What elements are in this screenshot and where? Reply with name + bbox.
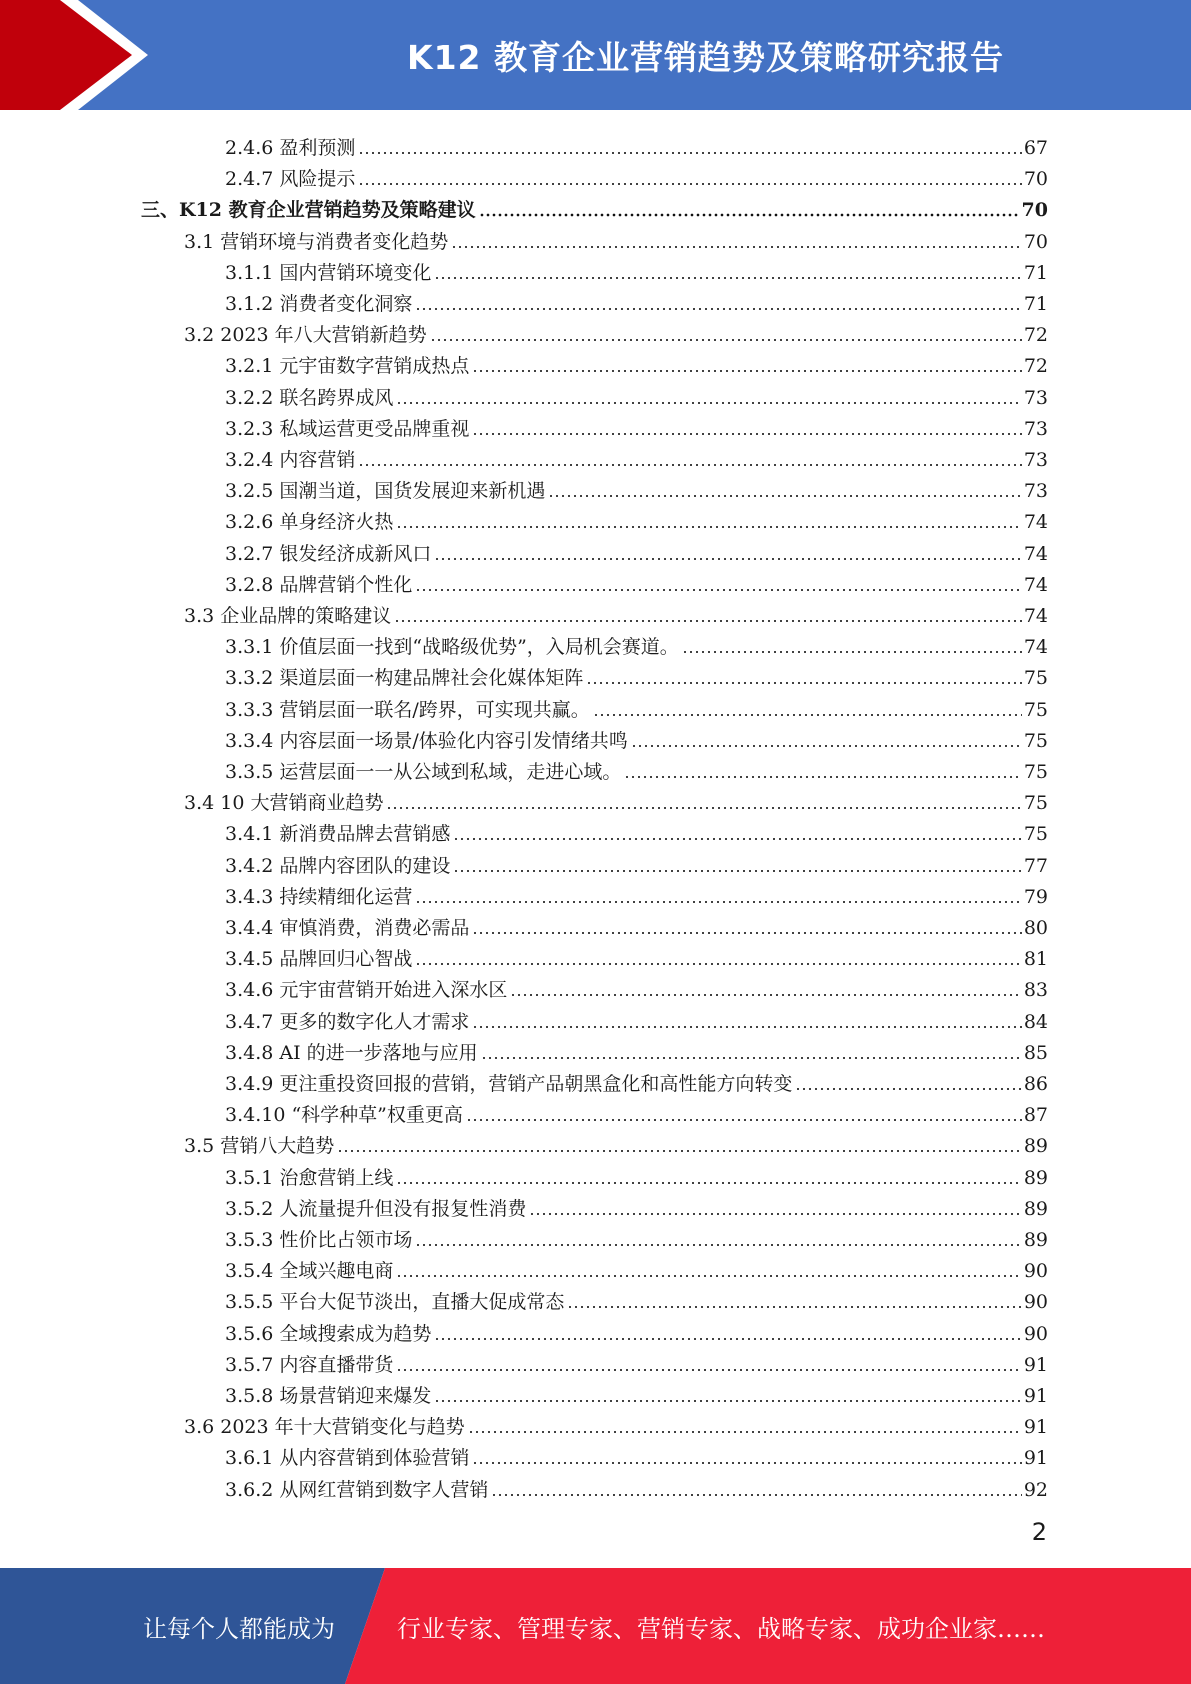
- toc-entry-title: 3.6.1 从内容营销到体验营销: [225, 1447, 470, 1470]
- toc-dot-leader: [472, 1025, 1021, 1029]
- footer-banner: [0, 1568, 1191, 1684]
- toc-entry[interactable]: [225, 284, 1048, 315]
- toc-entry[interactable]: [225, 846, 1048, 877]
- toc-entry-title: 3.1 营销环境与消费者变化趋势: [184, 230, 449, 253]
- toc-entry[interactable]: [225, 1376, 1048, 1407]
- toc-entry-title: 2.4.6 盈利预测: [225, 137, 356, 159]
- toc-entry-page: 71: [1023, 293, 1048, 315]
- toc-entry-title: 3.3.3 营销层面一联名/跨界，可实现共赢。: [225, 698, 590, 721]
- toc-entry[interactable]: [225, 346, 1048, 377]
- toc-dot-leader: [337, 1149, 1022, 1153]
- toc-dot-leader: [586, 681, 1021, 685]
- toc-entry[interactable]: [225, 1033, 1048, 1064]
- document-title: K12 教育企业营销趋势及策略研究报告: [407, 37, 1004, 77]
- toc-entry-page: 74: [1023, 573, 1048, 596]
- toc-dot-leader: [434, 276, 1021, 280]
- toc-entry[interactable]: [225, 502, 1048, 533]
- toc-entry[interactable]: [225, 1314, 1048, 1345]
- toc-dot-leader: [453, 837, 1021, 841]
- toc-entry-page: 74: [1023, 511, 1048, 534]
- toc-dot-leader: [548, 494, 1021, 498]
- toc-entry[interactable]: [225, 752, 1048, 783]
- toc-entry[interactable]: [225, 1220, 1048, 1251]
- toc-entry[interactable]: [225, 378, 1048, 409]
- toc-entry-title: 三、K12 教育企业营销趋势及策略建议: [141, 199, 476, 222]
- toc-dot-leader: [451, 245, 1022, 249]
- toc-entry[interactable]: [225, 1158, 1048, 1189]
- toc-dot-leader: [472, 432, 1021, 436]
- toc-entry-page: 90: [1023, 1322, 1048, 1345]
- toc-entry-page: 72: [1023, 355, 1048, 378]
- toc-entry[interactable]: [225, 1251, 1048, 1282]
- toc-entry-title: 3.5.1 治愈营销上线: [225, 1166, 394, 1189]
- toc-entry-page: 72: [1023, 324, 1048, 347]
- toc-dot-leader: [396, 401, 1021, 405]
- toc-dot-leader: [468, 1430, 1022, 1434]
- toc-entry-page: 89: [1023, 1229, 1048, 1251]
- toc-entry-title: 3.4.2 品牌内容团队的建设: [225, 854, 451, 877]
- toc-dot-leader: [434, 557, 1021, 561]
- toc-entry-title: 3.4.4 审慎消费，消费必需品: [225, 917, 470, 939]
- toc-dot-leader: [396, 1368, 1021, 1372]
- toc-entry-title: 3.2.7 银发经济成新风口: [225, 542, 432, 565]
- toc-entry-page: 80: [1023, 917, 1048, 939]
- toc-dot-leader: [593, 713, 1022, 717]
- toc-dot-leader: [415, 307, 1021, 311]
- toc-dot-leader: [529, 1212, 1021, 1216]
- toc-dot-leader: [386, 806, 1021, 810]
- footer-slogan-left: 让每个人都能成为: [143, 1614, 335, 1643]
- toc-entry-title: 3.5.6 全域搜索成为趋势: [225, 1322, 432, 1345]
- page-number: 2: [1031, 1518, 1047, 1546]
- toc-dot-leader: [510, 993, 1021, 997]
- toc-entry-page: 70: [1021, 199, 1048, 222]
- toc-entry-page: 75: [1023, 667, 1048, 690]
- toc-entry-page: 75: [1023, 792, 1048, 815]
- toc-dot-leader: [434, 1337, 1021, 1341]
- toc-dot-leader: [453, 869, 1021, 873]
- toc-entry[interactable]: [225, 409, 1048, 440]
- toc-entry-page: 75: [1023, 823, 1048, 846]
- toc-entry-page: 84: [1023, 1010, 1048, 1033]
- toc-entry-title: 3.5 营销八大趋势: [184, 1135, 335, 1158]
- toc-entry[interactable]: [225, 159, 1048, 190]
- toc-entry-title: 3.2.4 内容营销: [225, 449, 356, 471]
- toc-dot-leader: [472, 369, 1021, 373]
- toc-entry[interactable]: [225, 1282, 1048, 1313]
- toc-dot-leader: [415, 588, 1021, 592]
- toc-entry-page: 73: [1023, 386, 1048, 409]
- toc-entry-page: 81: [1023, 948, 1048, 971]
- toc-entry-title: 3.1.2 消费者变化洞察: [225, 293, 413, 315]
- toc-entry-page: 75: [1023, 729, 1048, 752]
- toc-entry[interactable]: [225, 1095, 1048, 1126]
- toc-entry-page: 91: [1023, 1447, 1048, 1470]
- toc-entry-page: 89: [1023, 1166, 1048, 1189]
- toc-entry[interactable]: [225, 939, 1048, 970]
- toc-entry-title: 3.4.7 更多的数字化人才需求: [225, 1010, 470, 1033]
- toc-dot-leader: [358, 182, 1021, 186]
- toc-entry-title: 3.2.1 元宇宙数字营销成热点: [225, 355, 470, 378]
- toc-entry[interactable]: [141, 190, 1048, 221]
- toc-entry-page: 87: [1023, 1104, 1048, 1127]
- toc-entry[interactable]: [225, 1345, 1048, 1376]
- toc-entry[interactable]: [225, 1189, 1048, 1220]
- toc-entry-page: 85: [1023, 1041, 1048, 1064]
- toc-entry[interactable]: [225, 471, 1048, 502]
- toc-entry-title: 3.5.7 内容直播带货: [225, 1353, 394, 1376]
- toc-entry-page: 73: [1023, 480, 1048, 503]
- toc-entry-page: 74: [1023, 636, 1048, 659]
- toc-entry-page: 73: [1023, 449, 1048, 471]
- toc-entry-title: 3.2 2023 年八大营销新趋势: [184, 324, 427, 347]
- toc-entry-title: 3.4.9 更注重投资回报的营销，营销产品朝黑盒化和高性能方向转变: [225, 1073, 793, 1095]
- toc-entry[interactable]: [184, 596, 1048, 627]
- toc-dot-leader: [491, 1493, 1021, 1497]
- toc-dot-leader: [415, 1243, 1021, 1247]
- toc-dot-leader: [479, 213, 1020, 217]
- toc-entry-title: 3.4.6 元宇宙营销开始进入深水区: [225, 979, 508, 1002]
- header-banner: [0, 0, 1191, 110]
- toc-entry-title: 2.4.7 风险提示: [225, 168, 356, 191]
- toc-entry-page: 83: [1023, 979, 1048, 1002]
- toc-entry-page: 75: [1023, 698, 1048, 721]
- toc-entry-page: 74: [1023, 605, 1048, 627]
- toc-entry-title: 3.1.1 国内营销环境变化: [225, 261, 432, 284]
- toc-dot-leader: [481, 1056, 1022, 1060]
- toc-dot-leader: [396, 1181, 1021, 1185]
- toc-entry-page: 75: [1023, 761, 1048, 783]
- toc-dot-leader: [682, 650, 1022, 654]
- toc-entry-title: 3.5.2 人流量提升但没有报复性消费: [225, 1197, 527, 1220]
- toc-entry-title: 3.5.5 平台大促节淡出，直播大促成常态: [225, 1291, 565, 1314]
- toc-entry-title: 3.4.8 AI 的进一步落地与应用: [225, 1041, 478, 1064]
- toc-entry-title: 3.5.8 场景营销迎来爆发: [225, 1385, 432, 1407]
- toc-entry[interactable]: [225, 565, 1048, 596]
- toc-entry[interactable]: [184, 1126, 1048, 1157]
- toc-dot-leader: [472, 931, 1021, 935]
- toc-entry-page: 89: [1023, 1197, 1048, 1220]
- toc-entry-title: 3.2.3 私域运营更受品牌重视: [225, 417, 470, 440]
- toc-entry[interactable]: [225, 128, 1048, 159]
- toc-entry[interactable]: [225, 908, 1048, 939]
- toc-entry[interactable]: [184, 222, 1048, 253]
- toc-entry-page: 86: [1023, 1073, 1048, 1095]
- toc-entry[interactable]: [225, 440, 1048, 471]
- toc-entry-title: 3.3.5 运营层面一一从公域到私域，走进心域。: [225, 761, 622, 783]
- toc-entry-page: 71: [1023, 261, 1048, 284]
- toc-entry-title: 3.5.3 性价比占领市场: [225, 1229, 413, 1251]
- toc-entry[interactable]: [225, 253, 1048, 284]
- toc-entry-title: 3.4.3 持续精细化运营: [225, 885, 413, 908]
- toc-dot-leader: [394, 619, 1022, 623]
- toc-entry[interactable]: [225, 690, 1048, 721]
- toc-entry-title: 3.3.4 内容层面一场景/体验化内容引发情绪共鸣: [225, 729, 628, 752]
- toc-entry-page: 77: [1023, 854, 1048, 877]
- toc-dot-leader: [631, 744, 1022, 748]
- toc-dot-leader: [466, 1118, 1022, 1122]
- toc-entry-page: 90: [1023, 1291, 1048, 1314]
- toc-entry-page: 89: [1023, 1135, 1048, 1158]
- toc-entry[interactable]: [225, 814, 1048, 845]
- toc-entry-title: 3.3 企业品牌的策略建议: [184, 605, 392, 627]
- toc-entry-title: 3.3.1 价值层面一找到“战略级优势”，入局机会赛道。: [225, 636, 679, 659]
- toc-entry[interactable]: [184, 1407, 1048, 1438]
- toc-dot-leader: [396, 525, 1021, 529]
- toc-entry-page: 70: [1023, 168, 1048, 191]
- toc-entry-page: 67: [1023, 137, 1048, 159]
- toc-dot-leader: [358, 151, 1021, 155]
- toc-entry-page: 90: [1023, 1260, 1048, 1283]
- toc-entry-title: 3.6 2023 年十大营销变化与趋势: [184, 1416, 465, 1439]
- toc-entry[interactable]: [225, 877, 1048, 908]
- toc-entry-title: 3.4.10 “科学种草”权重更高: [225, 1104, 463, 1127]
- toc-entry-page: 91: [1023, 1416, 1048, 1439]
- toc-dot-leader: [567, 1305, 1021, 1309]
- toc-entry-page: 91: [1023, 1385, 1048, 1407]
- toc-dot-leader: [434, 1399, 1021, 1403]
- toc-dot-leader: [415, 962, 1021, 966]
- toc-dot-leader: [624, 775, 1021, 779]
- toc-entry[interactable]: [225, 721, 1048, 752]
- toc-entry-page: 74: [1023, 542, 1048, 565]
- toc-entry[interactable]: [225, 1438, 1048, 1469]
- toc-entry[interactable]: [225, 1002, 1048, 1033]
- toc-dot-leader: [472, 1461, 1021, 1465]
- toc-entry[interactable]: [225, 1470, 1048, 1501]
- toc-entry-title: 3.4 10 大营销商业趋势: [184, 792, 384, 815]
- toc-entry[interactable]: [184, 315, 1048, 346]
- toc-dot-leader: [415, 900, 1021, 904]
- toc-entry[interactable]: [225, 1064, 1048, 1095]
- toc-entry-page: 73: [1023, 417, 1048, 440]
- toc-entry-title: 3.6.2 从网红营销到数字人营销: [225, 1478, 489, 1501]
- toc-entry-page: 70: [1023, 230, 1048, 253]
- toc-dot-leader: [795, 1087, 1021, 1091]
- footer-slogan-right: 行业专家、管理专家、营销专家、战略专家、成功企业家……: [397, 1614, 1045, 1643]
- toc-entry-page: 79: [1023, 885, 1048, 908]
- toc-entry-title: 3.2.6 单身经济火热: [225, 511, 394, 534]
- toc-entry-page: 91: [1023, 1353, 1048, 1376]
- toc-entry-title: 3.5.4 全域兴趣电商: [225, 1260, 394, 1283]
- toc-entry[interactable]: [225, 970, 1048, 1001]
- toc-entry-title: 3.2.5 国潮当道，国货发展迎来新机遇: [225, 480, 546, 503]
- toc-dot-leader: [396, 1274, 1021, 1278]
- toc-entry-page: 92: [1023, 1478, 1048, 1501]
- toc-entry[interactable]: [225, 627, 1048, 658]
- toc-entry-title: 3.2.2 联名跨界成风: [225, 386, 394, 409]
- toc-dot-leader: [430, 338, 1022, 342]
- toc-entry-title: 3.4.1 新消费品牌去营销感: [225, 823, 451, 846]
- toc-entry-title: 3.2.8 品牌营销个性化: [225, 573, 413, 596]
- toc-entry[interactable]: [184, 783, 1048, 814]
- toc-entry[interactable]: [225, 658, 1048, 689]
- toc-entry-title: 3.4.5 品牌回归心智战: [225, 948, 413, 971]
- toc-entry-title: 3.3.2 渠道层面一构建品牌社会化媒体矩阵: [225, 667, 584, 690]
- toc-entry[interactable]: [225, 534, 1048, 565]
- toc-dot-leader: [358, 463, 1021, 467]
